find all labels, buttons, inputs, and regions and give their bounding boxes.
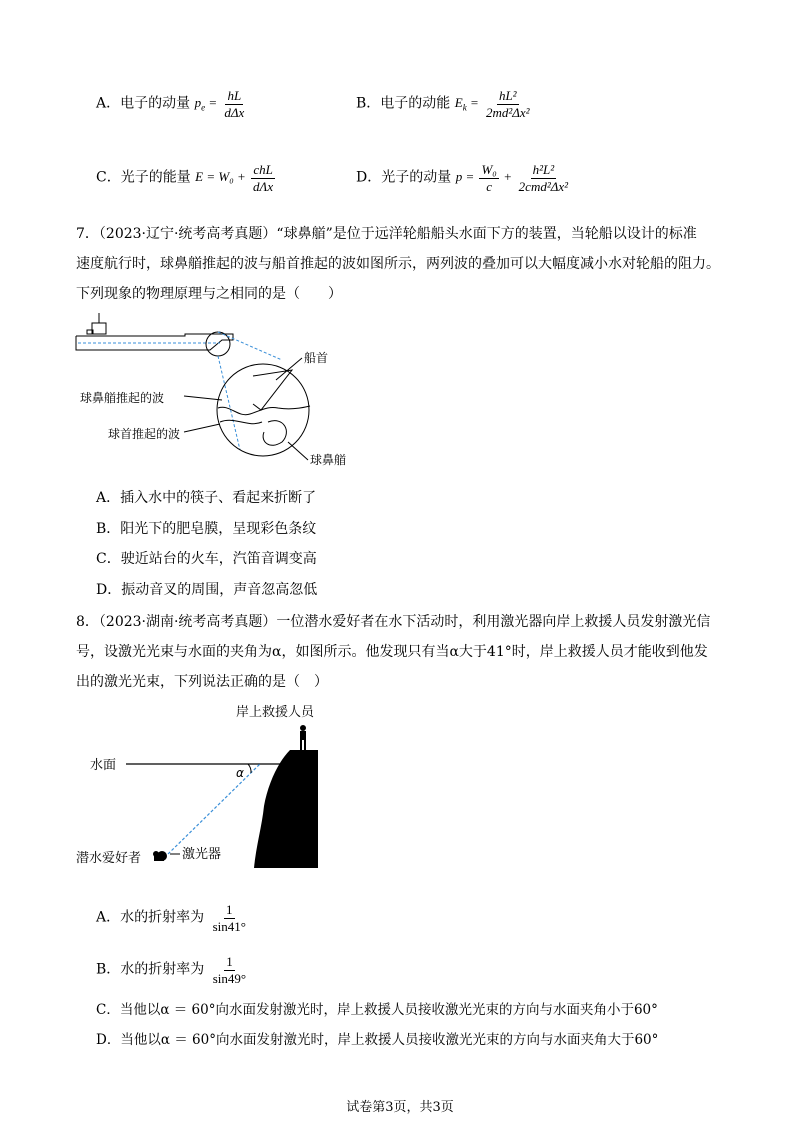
rescuer-icon xyxy=(300,725,306,750)
cliff-shape xyxy=(254,750,318,868)
q8-laser-figure xyxy=(70,696,370,876)
label-bulb: 球鼻艏 xyxy=(310,453,347,467)
q8-option-c: C．当他以α ＝ 60°向水面发射激光时，岸上救援人员接收激光光束的方向与水面夹角小于60° xyxy=(96,1002,658,1018)
q6-option-b-formula: $E_k$ = $\frac{\text{hL²}}{\text{2md²Δx²}}$ xyxy=(454,88,530,120)
q7-stem-line2: 速度航行时，球鼻艏推起的波与船首推起的波如图所示，两列波的叠加可以大幅度减小水对轮船的阻力。 xyxy=(76,256,720,272)
q8-stem-line3: 出的激光光束，下列说法正确的是（ ） xyxy=(76,674,328,690)
label-rescuer: 岸上救援人员 xyxy=(236,705,315,720)
laser-beam xyxy=(168,764,260,854)
q8-stem-line2: 号，设激光光束与水面的夹角为α，如图所示。他发现只有当α大于41°时，岸上救援人员才能收到他发 xyxy=(76,644,708,660)
q7-stem-line3: 下列现象的物理原理与之相同的是（ ） xyxy=(76,286,342,302)
q8-option-b xyxy=(96,954,250,987)
q7-option-c: C．驶近站台的火车，汽笛音调变高 xyxy=(96,551,317,567)
q7-option-d: D．振动音叉的周围，声音忽高忽低 xyxy=(96,582,318,598)
label-bulb-wave: 球鼻艏推起的波 xyxy=(80,391,165,405)
q6-option-b xyxy=(356,88,534,121)
q8-option-a-fraction: $\frac{1}{\sin 41^\circ}$ xyxy=(212,902,246,934)
q8-option-a xyxy=(96,902,250,935)
q6-option-c xyxy=(96,162,277,195)
label-water: 水面 xyxy=(90,758,117,773)
zoom-small-circle xyxy=(206,332,230,356)
q6-option-d xyxy=(356,162,572,195)
ship-icon xyxy=(76,313,233,350)
q8-option-a-label: A．水的折射率为 xyxy=(96,909,205,926)
label-diver: 潜水爱好者 xyxy=(76,851,142,866)
q7-bulbous-bow-figure xyxy=(70,310,370,472)
q6-option-d-formula: p = $\frac{\text{W₀}}{c}$ + $\frac{\text{h²L²}}{\text{2cmd²Δx²}}$ xyxy=(455,162,569,194)
q8-stem-line1: 8．（2023·湖南·统考高考真题）一位潜水爱好者在水下活动时，利用激光器向岸上救援人员发射激光信 xyxy=(76,614,711,630)
label-laser: 激光器 xyxy=(182,847,222,862)
q6-option-a-formula: $p_e$ = $\frac{hL}{\text{dΔx}}$ xyxy=(194,88,245,120)
q8-option-b-label: B．水的折射率为 xyxy=(96,961,205,978)
q6-option-b-label: B．电子的动能 xyxy=(356,95,451,112)
bulb-outline xyxy=(263,421,286,446)
wave-line xyxy=(218,406,310,415)
page-footer: 试卷第3页，共3页 xyxy=(346,1100,454,1115)
q6-option-c-formula: E = W₀ + $\frac{\text{chL}}{\text{dΛx}}$ xyxy=(195,162,274,194)
q6-option-d-label: D．光子的动量 xyxy=(356,169,452,186)
alpha-arc xyxy=(248,764,251,773)
label-alpha: α xyxy=(236,766,244,780)
bow-outline xyxy=(253,370,292,410)
q7-option-a: A．插入水中的筷子、看起来折断了 xyxy=(96,490,317,506)
label-bow-wave: 球首推起的波 xyxy=(108,427,181,441)
q8-option-b-fraction: $\frac{1}{\sin 49^\circ}$ xyxy=(212,954,247,986)
label-bow: 船首 xyxy=(304,351,329,365)
q7-option-b: B．阳光下的肥皂膜，呈现彩色条纹 xyxy=(96,521,317,537)
q7-stem-line1: 7．（2023·辽宁·统考高考真题）“球鼻艏”是位于远洋轮船船头水面下方的装置，当轮船以设计的标准 xyxy=(76,226,697,242)
bulb-wave-line xyxy=(220,420,262,423)
q6-option-c-label: C．光子的能量 xyxy=(96,169,191,186)
diver-icon xyxy=(153,851,167,861)
q6-option-a xyxy=(96,88,248,121)
q6-option-a-label: A．电子的动量 xyxy=(96,95,191,112)
q8-option-d: D．当他以α ＝ 60°向水面发射激光时，岸上救援人员接收激光光束的方向与水面夹角大于60° xyxy=(96,1032,659,1048)
